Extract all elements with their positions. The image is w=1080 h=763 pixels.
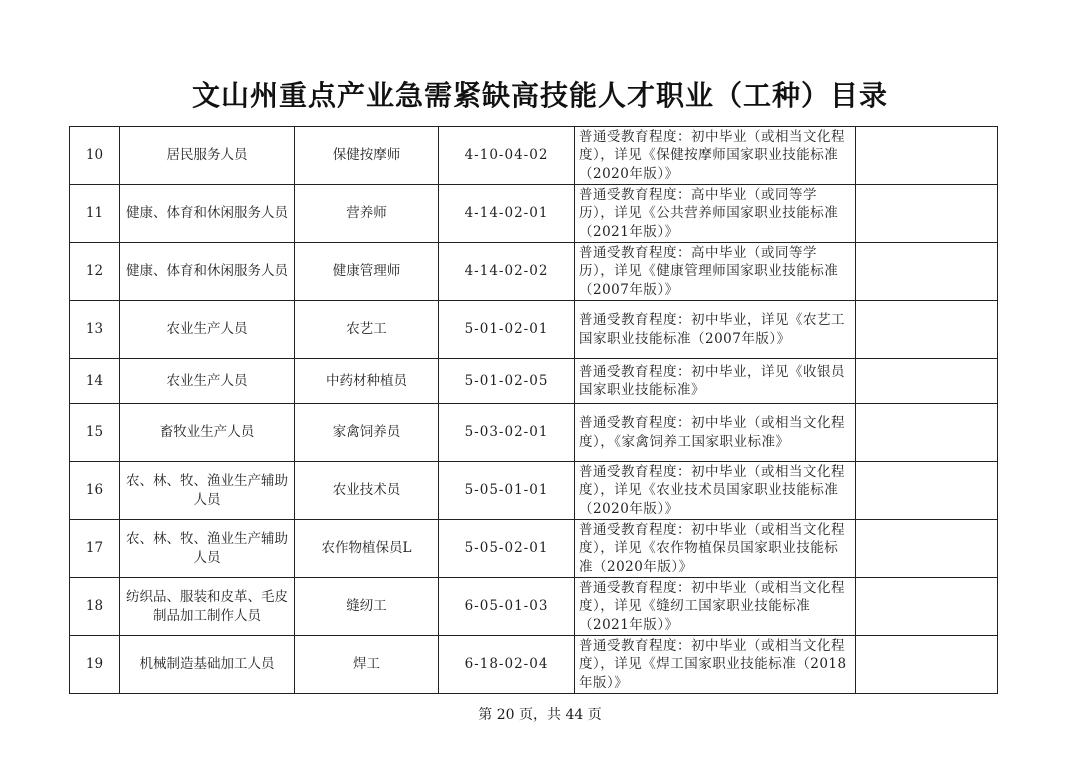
occupation-name: 中药材种植员 [295, 359, 439, 404]
table-row [70, 404, 998, 462]
row-number: 15 [70, 404, 120, 462]
occupation-category: 机械制造基础加工人员 [120, 636, 295, 694]
skill-standard: 普通受教育程度：初中毕业（或相当文化程度），详见《焊工国家职业技能标准（2018年版）》 [575, 636, 856, 694]
remark-cell [856, 636, 998, 694]
remark-cell [856, 578, 998, 636]
row-number: 12 [70, 243, 120, 301]
row-number: 18 [70, 578, 120, 636]
occupation-code: 6-18-02-04 [439, 636, 575, 694]
occupation-name: 营养师 [295, 185, 439, 243]
occupation-name: 农艺工 [295, 301, 439, 359]
occupation-code: 4-10-04-02 [439, 127, 575, 185]
remark-cell [856, 301, 998, 359]
skill-standard: 普通受教育程度：初中毕业，详见《收银员国家职业技能标准》 [575, 359, 856, 404]
row-number: 17 [70, 520, 120, 578]
table-row [70, 520, 998, 578]
page-number-footer: 第 20 页，共 44 页 [478, 707, 602, 723]
occupation-category: 纺织品、服装和皮革、毛皮制品加工制作人员 [120, 578, 295, 636]
skill-standard: 普通受教育程度：初中毕业（或相当文化程度），详见《缝纫工国家职业技能标准（2021年版）》 [575, 578, 856, 636]
skill-standard: 普通受教育程度：初中毕业（或相当文化程度），详见《保健按摩师国家职业技能标准（2020年版）》 [575, 127, 856, 185]
remark-cell [856, 127, 998, 185]
skill-standard: 普通受教育程度：初中毕业（或相当文化程度），《家禽饲养工国家职业标准》 [575, 404, 856, 462]
row-number: 14 [70, 359, 120, 404]
occupation-name: 焊工 [295, 636, 439, 694]
skill-standard: 普通受教育程度：初中毕业（或相当文化程度），详见《农业技术员国家职业技能标准（2020年版）》 [575, 462, 856, 520]
occupation-code: 5-01-02-05 [439, 359, 575, 404]
occupation-code: 5-05-02-01 [439, 520, 575, 578]
occupation-name: 健康管理师 [295, 243, 439, 301]
row-number: 11 [70, 185, 120, 243]
occupation-catalog-table [69, 126, 998, 694]
remark-cell [856, 359, 998, 404]
skill-standard: 普通受教育程度：高中毕业（或同等学历），详见《健康管理师国家职业技能标准（2007年版）》 [575, 243, 856, 301]
occupation-name: 农作物植保员L [295, 520, 439, 578]
occupation-category: 农业生产人员 [120, 359, 295, 404]
table-row [70, 462, 998, 520]
occupation-name: 缝纫工 [295, 578, 439, 636]
table-row [70, 359, 998, 404]
row-number: 19 [70, 636, 120, 694]
table-row [70, 185, 998, 243]
remark-cell [856, 243, 998, 301]
occupation-name: 保健按摩师 [295, 127, 439, 185]
row-number: 13 [70, 301, 120, 359]
occupation-code: 4-14-02-01 [439, 185, 575, 243]
occupation-name: 农业技术员 [295, 462, 439, 520]
skill-standard: 普通受教育程度：初中毕业，详见《农艺工国家职业技能标准（2007年版）》 [575, 301, 856, 359]
table-row [70, 636, 998, 694]
occupation-name: 家禽饲养员 [295, 404, 439, 462]
occupation-category: 健康、体育和休闲服务人员 [120, 243, 295, 301]
occupation-category: 畜牧业生产人员 [120, 404, 295, 462]
occupation-category: 农、林、牧、渔业生产辅助人员 [120, 462, 295, 520]
occupation-code: 6-05-01-03 [439, 578, 575, 636]
table-row [70, 301, 998, 359]
occupation-category: 健康、体育和休闲服务人员 [120, 185, 295, 243]
occupation-code: 5-03-02-01 [439, 404, 575, 462]
occupation-category: 农业生产人员 [120, 301, 295, 359]
table-row [70, 578, 998, 636]
row-number: 10 [70, 127, 120, 185]
occupation-code: 5-01-02-01 [439, 301, 575, 359]
occupation-category: 农、林、牧、渔业生产辅助人员 [120, 520, 295, 578]
skill-standard: 普通受教育程度：初中毕业（或相当文化程度），详见《农作物植保员国家职业技能标准（2020年版）》 [575, 520, 856, 578]
table-row [70, 127, 998, 185]
occupation-code: 5-05-01-01 [439, 462, 575, 520]
occupation-code: 4-14-02-02 [439, 243, 575, 301]
document-title: 文山州重点产业急需紧缺高技能人才职业（工种）目录 [191, 79, 888, 112]
row-number: 16 [70, 462, 120, 520]
remark-cell [856, 404, 998, 462]
remark-cell [856, 520, 998, 578]
occupation-category: 居民服务人员 [120, 127, 295, 185]
skill-standard: 普通受教育程度：高中毕业（或同等学历），详见《公共营养师国家职业技能标准（2021年版）》 [575, 185, 856, 243]
remark-cell [856, 462, 998, 520]
remark-cell [856, 185, 998, 243]
table-row [70, 243, 998, 301]
